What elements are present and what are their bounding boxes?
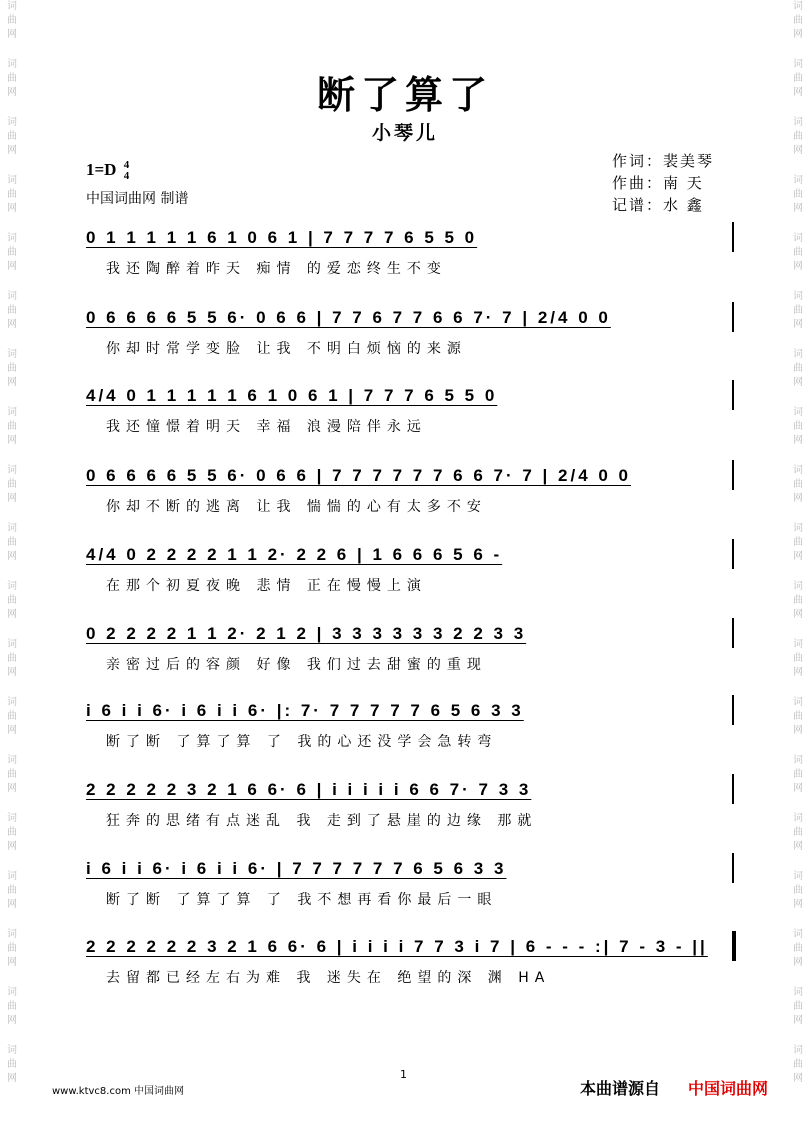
watermark-char: 曲 [7, 479, 17, 490]
watermark-char: 网 [7, 1073, 17, 1084]
watermark-char: 曲 [793, 1001, 803, 1012]
watermark-gap [789, 680, 807, 696]
watermark-char: 曲 [793, 943, 803, 954]
notation-line: 4/4 0 1 1 1 1 1 6 1 0 6 1 | 7 7 7 6 5 5 0 [86, 386, 498, 405]
watermark-char: 网 [7, 725, 17, 736]
watermark-gap [789, 564, 807, 580]
lyric-line: 断了断 了算了算 了 我不想再看你最后一眼 [106, 892, 498, 908]
watermark-char: 词 [7, 929, 17, 940]
watermark-char: 网 [7, 899, 17, 910]
page-number: 1 [400, 1068, 407, 1081]
watermark-char: 网 [793, 1073, 803, 1084]
watermark-char: 曲 [793, 537, 803, 548]
watermark-char: 曲 [7, 305, 17, 316]
notation-line: i 6 i i 6· i 6 i i 6· |: 7· 7 7 7 7 7 6 5 6 3 3 [86, 701, 524, 720]
watermark-gap [3, 42, 21, 58]
watermark-char: 曲 [7, 421, 17, 432]
watermark-char: 词 [7, 407, 17, 418]
singer-name: 小琴儿 [371, 122, 438, 144]
watermark-char: 词 [793, 871, 803, 882]
watermark-char: 词 [793, 59, 803, 70]
watermark-gap [3, 564, 21, 580]
watermark-char: 词 [793, 233, 803, 244]
watermark-char: 词 [793, 1045, 803, 1056]
watermark-char: 网 [7, 29, 17, 40]
credits-block [612, 150, 714, 216]
barline [732, 853, 734, 883]
watermark-char: 词 [793, 639, 803, 650]
watermark-char: 曲 [793, 479, 803, 490]
watermark-char: 网 [7, 87, 17, 98]
watermark-char: 曲 [793, 363, 803, 374]
watermark-char: 词 [7, 291, 17, 302]
watermark-char: 网 [793, 261, 803, 272]
watermark-char: 词 [7, 1, 17, 12]
score-system [86, 701, 736, 781]
watermark-right [789, 0, 807, 1124]
watermark-char: 词 [7, 639, 17, 650]
watermark-char: 曲 [793, 131, 803, 142]
watermark-char: 曲 [7, 73, 17, 84]
score-system [86, 859, 736, 939]
watermark-gap [789, 738, 807, 754]
watermark-gap [789, 158, 807, 174]
lyric-line: 在那个初夏夜晚 悲情 正在慢慢上演 [106, 578, 427, 594]
watermark-char: 曲 [7, 885, 17, 896]
watermark-gap [789, 42, 807, 58]
barline [732, 695, 734, 725]
watermark-char: 曲 [793, 421, 803, 432]
watermark-char: 词 [793, 175, 803, 186]
watermark-char: 词 [793, 697, 803, 708]
watermark-gap [3, 796, 21, 812]
time-bottom: 4 [123, 170, 130, 183]
barline [732, 931, 736, 961]
score-system [86, 937, 736, 1017]
watermark-char: 词 [793, 755, 803, 766]
watermark-char: 网 [793, 783, 803, 794]
watermark-char: 曲 [793, 189, 803, 200]
watermark-char: 曲 [793, 1059, 803, 1070]
watermark-gap [3, 216, 21, 232]
watermark-gap [3, 390, 21, 406]
notation-line: 0 6 6 6 6 5 5 6· 0 6 6 | 7 7 6 7 7 6 6 7· 7 | 2/4 0 0 [86, 308, 611, 327]
barline [732, 222, 734, 252]
source-brand: 中国词曲网 [688, 1079, 769, 1098]
lyric-line: 断了断 了算了算 了 我的心还没学会急转弯 [106, 734, 498, 750]
watermark-char: 曲 [7, 15, 17, 26]
watermark-char: 曲 [7, 827, 17, 838]
watermark-char: 词 [793, 349, 803, 360]
footer-url: www.ktvc8.com 中国词曲网 [52, 1086, 185, 1097]
lyric-line: 我还陶醉着昨天 痴情 的爱恋终生不变 [106, 261, 447, 277]
barline [732, 618, 734, 648]
score-system [86, 228, 736, 308]
watermark-gap [789, 332, 807, 348]
watermark-char: 网 [7, 319, 17, 330]
watermark-char: 词 [793, 523, 803, 534]
watermark-char: 词 [793, 987, 803, 998]
watermark-char: 网 [793, 1015, 803, 1026]
watermark-char: 曲 [793, 595, 803, 606]
watermark-char: 词 [7, 581, 17, 592]
watermark-gap [3, 332, 21, 348]
watermark-char: 曲 [793, 769, 803, 780]
watermark-gap [3, 1028, 21, 1044]
watermark-char: 曲 [7, 943, 17, 954]
watermark-char: 网 [793, 725, 803, 736]
watermark-char: 网 [793, 29, 803, 40]
watermark-char: 词 [7, 349, 17, 360]
watermark-char: 曲 [793, 885, 803, 896]
watermark-char: 词 [7, 871, 17, 882]
watermark-gap [789, 854, 807, 870]
watermark-char: 词 [793, 1, 803, 12]
watermark-gap [3, 912, 21, 928]
watermark-gap [789, 216, 807, 232]
watermark-char: 曲 [793, 73, 803, 84]
watermark-char: 网 [793, 667, 803, 678]
watermark-gap [3, 448, 21, 464]
watermark-char: 曲 [7, 1059, 17, 1070]
lyric-line: 狂奔的思绪有点迷乱 我 走到了悬崖的边缘 那就 [106, 813, 538, 829]
watermark-gap [789, 448, 807, 464]
watermark-char: 曲 [793, 247, 803, 258]
watermark-char: 词 [7, 987, 17, 998]
watermark-char: 曲 [793, 305, 803, 316]
key-signature [86, 160, 129, 182]
score-system [86, 386, 736, 466]
watermark-char: 网 [7, 841, 17, 852]
score-system [86, 545, 736, 625]
watermark-char: 曲 [7, 131, 17, 142]
watermark-gap [789, 796, 807, 812]
notation-line: 2 2 2 2 2 3 2 1 6 6· 6 | i i i i i 6 6 7· 7 3 3 [86, 780, 532, 799]
watermark-gap [789, 274, 807, 290]
score-system [86, 308, 736, 388]
watermark-char: 词 [7, 175, 17, 186]
lyric-line: 我还憧憬着明天 幸福 浪漫陪伴永远 [106, 419, 427, 435]
watermark-char: 网 [7, 261, 17, 272]
watermark-char: 词 [7, 755, 17, 766]
notation-line: 0 2 2 2 2 1 1 2· 2 1 2 | 3 3 3 3 3 3 2 2 3 3 [86, 624, 527, 643]
lyricist-credit: 作词：裴美琴 [612, 152, 715, 170]
time-top: 4 [123, 159, 130, 172]
watermark-gap [3, 680, 21, 696]
notation-credit: 中国词曲网 制谱 [86, 191, 189, 207]
watermark-char: 网 [7, 493, 17, 504]
notation-credit-right: 记谱：水 鑫 [612, 196, 704, 214]
watermark-char: 网 [793, 609, 803, 620]
barline [732, 774, 734, 804]
watermark-char: 网 [793, 841, 803, 852]
watermark-char: 网 [7, 377, 17, 388]
lyric-line: 去留都已经左右为难 我 迷失在 绝望的深 渊 HA [106, 970, 551, 986]
notation-line: 0 1 1 1 1 1 6 1 0 6 1 | 7 7 7 7 6 5 5 0 [86, 228, 478, 247]
watermark-char: 网 [793, 551, 803, 562]
watermark-char: 网 [7, 783, 17, 794]
watermark-char: 曲 [7, 769, 17, 780]
watermark-char: 词 [7, 1045, 17, 1056]
watermark-char: 曲 [7, 189, 17, 200]
score-system [86, 780, 736, 860]
watermark-char: 词 [7, 523, 17, 534]
watermark-gap [3, 506, 21, 522]
composer-credit: 作曲：南 天 [612, 174, 704, 192]
source-label: 本曲谱源自 [580, 1079, 661, 1098]
watermark-char: 词 [793, 465, 803, 476]
watermark-char: 词 [7, 465, 17, 476]
barline [732, 539, 734, 569]
watermark-char: 曲 [793, 15, 803, 26]
watermark-char: 词 [793, 813, 803, 824]
watermark-gap [3, 854, 21, 870]
notation-line: 0 6 6 6 6 5 5 6· 0 6 6 | 7 7 7 7 7 7 6 6 7· 7 | 2/4 0 0 [86, 466, 632, 485]
lyric-line: 亲密过后的容颜 好像 我们过去甜蜜的重现 [106, 657, 487, 673]
watermark-gap [3, 738, 21, 754]
watermark-char: 词 [7, 117, 17, 128]
watermark-char: 曲 [793, 653, 803, 664]
watermark-char: 网 [793, 493, 803, 504]
watermark-char: 网 [793, 87, 803, 98]
watermark-char: 网 [793, 957, 803, 968]
watermark-char: 词 [793, 291, 803, 302]
watermark-char: 曲 [793, 711, 803, 722]
watermark-gap [789, 970, 807, 986]
watermark-char: 词 [7, 59, 17, 70]
watermark-char: 曲 [7, 537, 17, 548]
watermark-char: 网 [793, 899, 803, 910]
watermark-char: 网 [793, 145, 803, 156]
watermark-char: 词 [7, 233, 17, 244]
watermark-char: 网 [7, 203, 17, 214]
watermark-char: 网 [7, 145, 17, 156]
score-system [86, 624, 736, 704]
notation-line: 4/4 0 2 2 2 2 1 1 2· 2 2 6 | 1 6 6 6 5 6 - [86, 545, 503, 564]
watermark-char: 网 [793, 319, 803, 330]
watermark-char: 词 [793, 117, 803, 128]
watermark-gap [3, 622, 21, 638]
watermark-gap [789, 506, 807, 522]
watermark-char: 网 [7, 551, 17, 562]
watermark-gap [789, 390, 807, 406]
watermark-gap [789, 622, 807, 638]
watermark-char: 词 [793, 929, 803, 940]
watermark-char: 网 [7, 957, 17, 968]
watermark-char: 曲 [793, 827, 803, 838]
watermark-char: 网 [7, 667, 17, 678]
watermark-char: 曲 [7, 595, 17, 606]
watermark-gap [3, 1086, 21, 1102]
notation-line: i 6 i i 6· i 6 i i 6· | 7 7 7 7 7 7 6 5 6 3 3 [86, 859, 507, 878]
song-title: 断了算了 [316, 72, 493, 117]
watermark-char: 曲 [7, 711, 17, 722]
watermark-char: 网 [793, 377, 803, 388]
lyric-line: 你却不断的逃离 让我 惴惴的心有太多不安 [106, 499, 487, 515]
watermark-gap [3, 970, 21, 986]
key-label: 1=D [86, 160, 117, 179]
barline [732, 380, 734, 410]
watermark-gap [789, 1086, 807, 1102]
watermark-char: 网 [793, 435, 803, 446]
barline [732, 302, 734, 332]
watermark-gap [789, 1028, 807, 1044]
watermark-char: 曲 [7, 363, 17, 374]
watermark-char: 词 [793, 407, 803, 418]
watermark-gap [789, 912, 807, 928]
watermark-char: 网 [7, 435, 17, 446]
time-signature [124, 160, 130, 182]
watermark-char: 网 [7, 609, 17, 620]
notation-line: 2 2 2 2 2 2 3 2 1 6 6· 6 | i i i i 7 7 3 i 7 | 6 - - - :| 7 - 3 - || [86, 937, 708, 956]
watermark-char: 词 [7, 813, 17, 824]
watermark-char: 曲 [7, 247, 17, 258]
watermark-char: 曲 [7, 1001, 17, 1012]
watermark-char: 网 [793, 203, 803, 214]
watermark-gap [3, 274, 21, 290]
watermark-gap [3, 158, 21, 174]
lyric-line: 你却时常学变脸 让我 不明白烦恼的来源 [106, 341, 467, 357]
barline [732, 460, 734, 490]
watermark-char: 网 [7, 1015, 17, 1026]
watermark-char: 词 [793, 581, 803, 592]
watermark-char: 词 [7, 697, 17, 708]
score-system [86, 466, 736, 546]
watermark-left [3, 0, 21, 1124]
watermark-char: 曲 [7, 653, 17, 664]
